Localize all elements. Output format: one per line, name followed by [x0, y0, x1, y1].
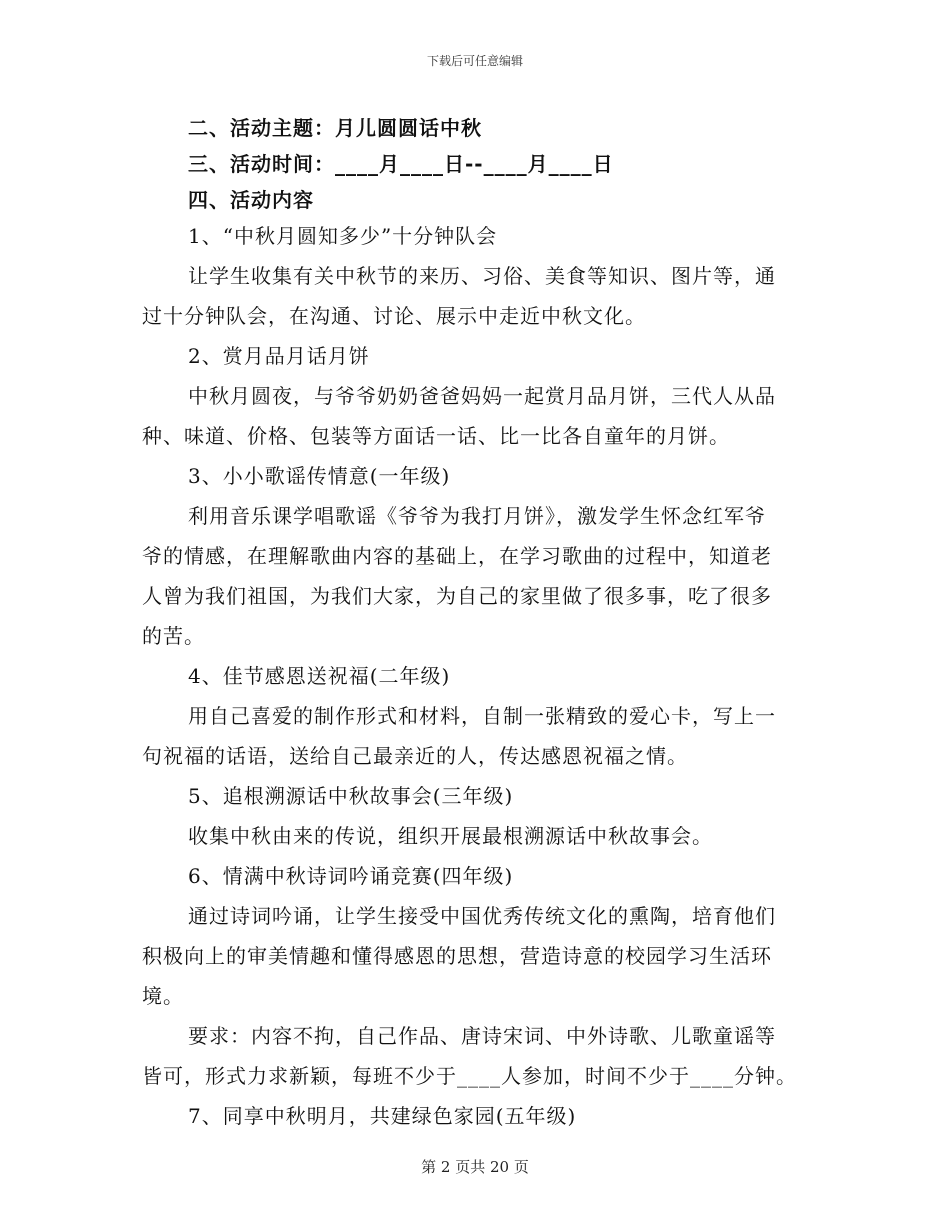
item-1-title: 1、“中秋月圆知多少”十分钟队会 — [188, 224, 498, 248]
paragraph-line: 种、味道、价格、包装等方面话一话、比一比各自童年的月饼。 — [142, 424, 730, 448]
paragraph-line: 的苦。 — [142, 624, 205, 648]
requirement-line: 皆可，形式力求新颖，每班不少于____人参加，时间不少于____分钟。 — [142, 1064, 797, 1088]
paragraph-line: 句祝福的话语，送给自己最亲近的人，传达感恩祝福之情。 — [142, 744, 688, 768]
paragraph-line: 收集中秋由来的传说，组织开展最根溯源话中秋故事会。 — [188, 824, 713, 848]
item-2-title: 2、赏月品月话月饼 — [188, 344, 370, 368]
paragraph-line: 积极向上的审美情趣和懂得感恩的思想，营造诗意的校园学习生活环 — [142, 944, 772, 968]
document-body — [142, 110, 808, 1134]
page-footer: 第 2 页共 20 页 — [421, 1158, 529, 1176]
paragraph-line: 利用音乐课学唱歌谣《爷爷为我打月饼》，激发学生怀念红军爷 — [188, 504, 766, 528]
section-heading-time: 三、活动时间：____月____日--____月____日 — [188, 152, 614, 176]
requirement-line: 要求：内容不拘，自己作品、唐诗宋词、中外诗歌、儿歌童谣等 — [188, 1024, 776, 1048]
item-4-title: 4、佳节感恩送祝福(二年级) — [188, 664, 451, 688]
item-3-title: 3、小小歌谣传情意(一年级) — [188, 464, 451, 488]
item-7-title: 7、同享中秋明月，共建绿色家园(五年级) — [188, 1104, 577, 1128]
section-heading-theme: 二、活动主题：月儿圆圆话中秋 — [188, 116, 482, 140]
paragraph-line: 爷的情感，在理解歌曲内容的基础上，在学习歌曲的过程中，知道老 — [142, 544, 772, 568]
paragraph-line: 让学生收集有关中秋节的来历、习俗、美食等知识、图片等，通 — [188, 264, 776, 288]
paragraph-line: 过十分钟队会，在沟通、讨论、展示中走近中秋文化。 — [142, 304, 646, 328]
paragraph-line: 中秋月圆夜，与爷爷奶奶爸爸妈妈一起赏月品月饼，三代人从品 — [188, 384, 776, 408]
paragraph-line: 通过诗词吟诵，让学生接受中国优秀传统文化的熏陶，培育他们 — [188, 904, 776, 928]
paragraph-line: 用自己喜爱的制作形式和材料，自制一张精致的爱心卡，写上一 — [188, 704, 776, 728]
paragraph-line: 境。 — [142, 984, 184, 1008]
section-heading-content: 四、活动内容 — [188, 188, 314, 212]
item-5-title: 5、追根溯源话中秋故事会(三年级) — [188, 784, 514, 808]
item-6-title: 6、情满中秋诗词吟诵竞赛(四年级) — [188, 864, 514, 888]
page-header: 下载后可任意编辑 — [426, 54, 523, 68]
paragraph-line: 人曾为我们祖国，为我们大家，为自己的家里做了很多事，吃了很多 — [142, 584, 772, 608]
